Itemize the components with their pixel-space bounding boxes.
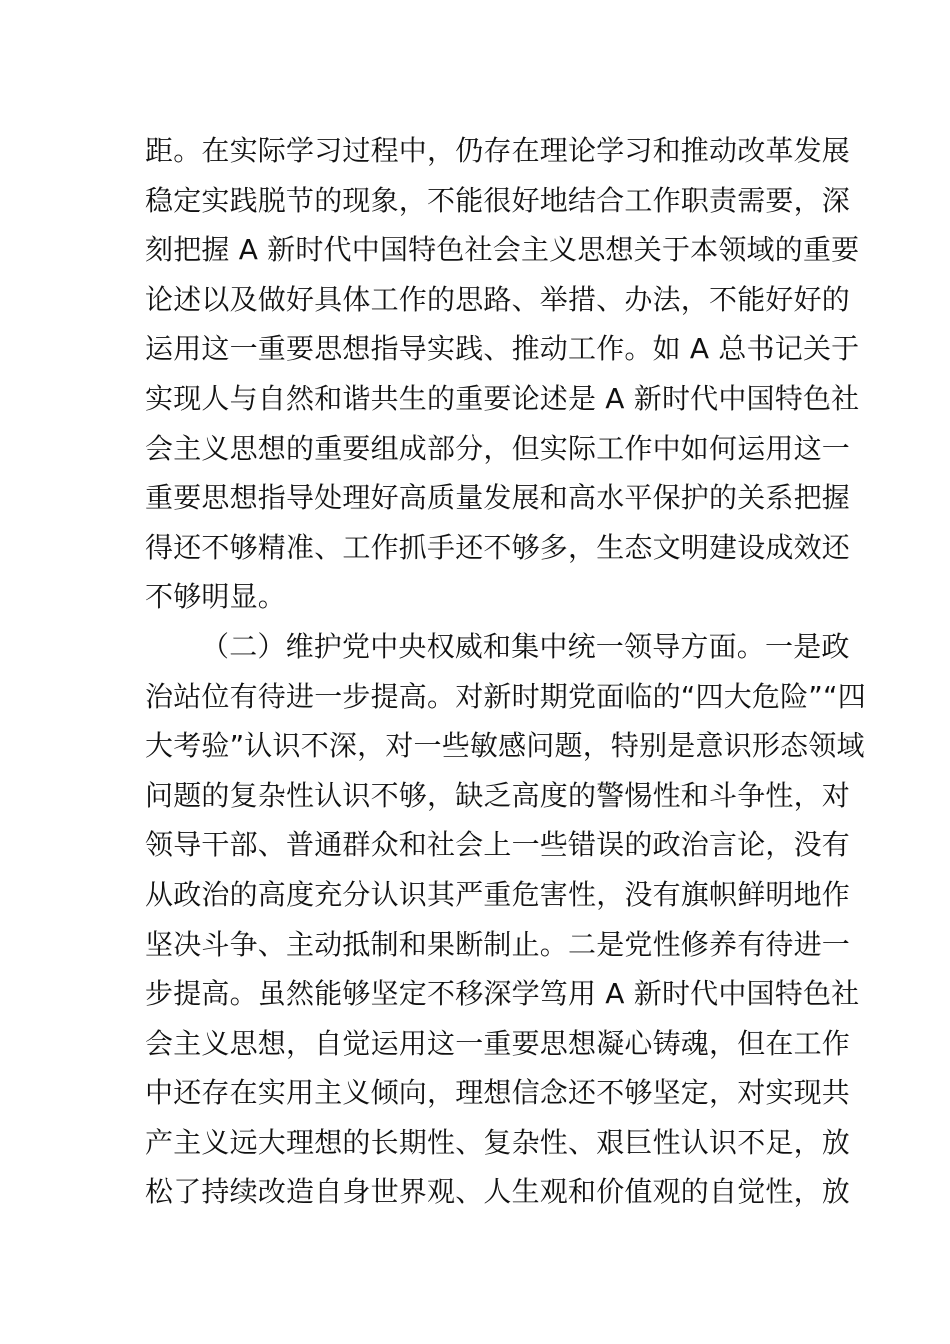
- text-line: 步提高。虽然能够坚定不移深学笃用 A 新时代中国特色社: [145, 977, 860, 1011]
- text-line: 大考验”认识不深，对一些敏感问题，特别是意识形态领域: [145, 729, 865, 763]
- text-line: 产主义远大理想的长期性、复杂性、艰巨性认识不足，放: [145, 1125, 851, 1159]
- text-line: 松了持续改造自身世界观、人生观和价值观的自觉性，放: [145, 1175, 851, 1209]
- text-line: 治站位有待进一步提高。对新时期党面临的“四大危险”“四: [145, 679, 866, 713]
- text-line: 中还存在实用主义倾向，理想信念还不够坚定，对实现共: [145, 1076, 851, 1110]
- text-line: 问题的复杂性认识不够，缺乏高度的警惕性和斗争性，对: [145, 778, 851, 812]
- text-line: 会主义思想的重要组成部分，但实际工作中如何运用这一: [145, 431, 851, 465]
- section-heading-line: （二）维护党中央权威和集中统一领导方面。一是政: [201, 629, 850, 663]
- text-line: 距。在实际学习过程中，仍存在理论学习和推动改革发展: [145, 134, 851, 167]
- text-line: 从政治的高度充分认识其严重危害性，没有旗帜鲜明地作: [145, 877, 851, 911]
- text-line: 刻把握 A 新时代中国特色社会主义思想关于本领域的重要: [145, 233, 860, 267]
- text-line: 不够明显。: [145, 580, 287, 614]
- text-line: 运用这一重要思想指导实践、推动工作。如 A 总书记关于: [145, 332, 860, 366]
- body-text: [145, 126, 866, 1217]
- text-line: 实现人与自然和谐共生的重要论述是 A 新时代中国特色社: [145, 381, 860, 415]
- text-line: 坚决斗争、主动抵制和果断制止。二是党性修养有待进一: [145, 927, 851, 961]
- text-line: 稳定实践脱节的现象，不能很好地结合工作职责需要，深: [145, 183, 851, 217]
- text-line: 得还不够精准、工作抓手还不够多，生态文明建设成效还: [145, 530, 851, 564]
- text-line: 领导干部、普通群众和社会上一些错误的政治言论，没有: [145, 828, 851, 862]
- text-line: 重要思想指导处理好高质量发展和高水平保护的关系把握: [145, 481, 851, 515]
- text-line: 论述以及做好具体工作的思路、举措、办法，不能好好的: [145, 282, 851, 316]
- text-line: 会主义思想，自觉运用这一重要思想凝心铸魂，但在工作: [145, 1026, 851, 1060]
